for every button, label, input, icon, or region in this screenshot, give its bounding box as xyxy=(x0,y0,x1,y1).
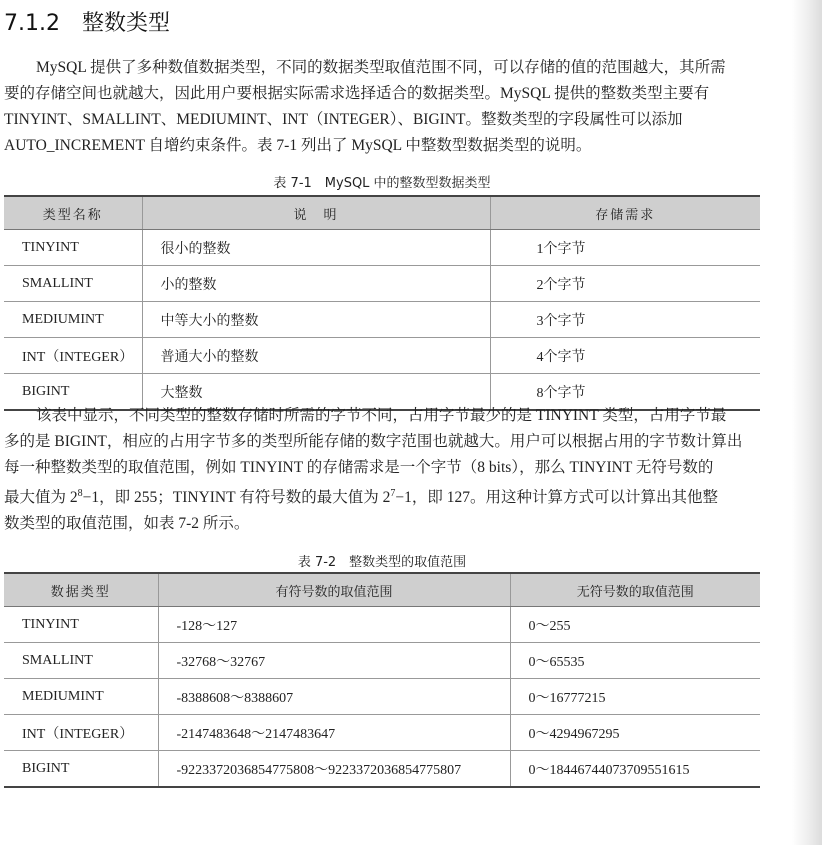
description-cell: 普通大小的整数 xyxy=(142,338,490,374)
type-cell: MEDIUMINT xyxy=(4,679,158,715)
type-cell: SMALLINT xyxy=(4,643,158,679)
storage-cell: 8个字节 xyxy=(490,374,760,411)
table2-caption: 表 7-2 整数类型的取值范围 xyxy=(297,555,467,570)
section-heading xyxy=(4,6,170,37)
intro-line: AUTO_INCREMENT 自增约束条件。表 7-1 列出了 MySQL 中整数型数据类型的说明。 xyxy=(4,137,592,154)
table-row xyxy=(4,715,760,751)
unsigned-range-cell: 0～18446744073709551615 xyxy=(510,751,760,788)
explanation-line: 数类型的取值范围，如表 7-2 所示。 xyxy=(4,515,250,533)
intro-line: 要的存储空间也就越大，因此用户要根据实际需求选择适合的数据类型。MySQL 提供的整数类型主要有 xyxy=(4,85,710,102)
table-row xyxy=(4,751,760,788)
type-cell: BIGINT xyxy=(4,374,142,411)
section-number: 7.1.2 xyxy=(4,11,60,36)
unsigned-range-cell: 0～255 xyxy=(510,607,760,643)
table-row xyxy=(4,230,760,266)
text-fragment: 最大值为 2 xyxy=(4,489,78,507)
column-header: 无符号数的取值范围 xyxy=(510,573,760,607)
type-cell: MEDIUMINT xyxy=(4,302,142,338)
column-header: 有符号数的取值范围 xyxy=(158,573,510,607)
storage-cell: 2个字节 xyxy=(490,266,760,302)
type-cell: INT（INTEGER） xyxy=(4,715,158,751)
description-cell: 大整数 xyxy=(142,374,490,411)
table-row xyxy=(4,643,760,679)
type-cell: SMALLINT xyxy=(4,266,142,302)
unsigned-range-cell: 0～4294967295 xyxy=(510,715,760,751)
section-title: 整数类型 xyxy=(81,11,170,36)
table1-caption: 表 7-1 MySQL 中的整数型数据类型 xyxy=(273,176,491,191)
column-header: 说 明 xyxy=(142,196,490,230)
explanation-line: 多的是 BIGINT，相应的占用字节多的类型所能存储的数字范围也就越大。用户可以根据占用的字节数计算出 xyxy=(4,433,743,450)
column-header: 存储需求 xyxy=(490,196,760,230)
signed-range-cell: -2147483648～2147483647 xyxy=(158,715,510,751)
signed-range-cell: -128～127 xyxy=(158,607,510,643)
unsigned-range-cell: 0～16777215 xyxy=(510,679,760,715)
intro-line: MySQL 提供了多种数值数据类型，不同的数据类型取值范围不同，可以存储的值的范围越大，其所需 xyxy=(36,59,726,76)
intro-paragraph xyxy=(4,55,760,159)
exponent: 7 xyxy=(390,488,396,499)
signed-range-cell: -9223372036854775808～9223372036854775807 xyxy=(158,751,510,788)
table-integer-types xyxy=(4,195,760,411)
explanation-line: 该表中显示，不同类型的整数存储时所需的字节不同，占用字节最少的是 TINYINT 类型，占用字节最 xyxy=(36,407,727,424)
signed-range-cell: -8388608～8388607 xyxy=(158,679,510,715)
table-row xyxy=(4,338,760,374)
table-row xyxy=(4,302,760,338)
unsigned-range-cell: 0～65535 xyxy=(510,643,760,679)
table-row xyxy=(4,607,760,643)
signed-range-cell: -32768～32767 xyxy=(158,643,510,679)
table-header-row xyxy=(4,196,760,230)
text-fragment: −1，即 127。用这种计算方式可以计算出其他整 xyxy=(395,489,718,507)
table-row xyxy=(4,679,760,715)
exponent: 8 xyxy=(77,488,83,499)
storage-cell: 3个字节 xyxy=(490,302,760,338)
description-cell: 小的整数 xyxy=(142,266,490,302)
type-cell: BIGINT xyxy=(4,751,158,788)
storage-cell: 1个字节 xyxy=(490,230,760,266)
storage-cell: 4个字节 xyxy=(490,338,760,374)
type-cell: TINYINT xyxy=(4,230,142,266)
text-fragment: −1，即 255；TINYINT 有符号数的最大值为 2 xyxy=(82,489,391,507)
page-edge-shadow xyxy=(792,0,822,845)
column-header: 类型名称 xyxy=(4,196,142,230)
type-cell: INT（INTEGER） xyxy=(4,338,142,374)
explanation-line: 每一种整数类型的取值范围，例如 TINYINT 的存储需求是一个字节（8 bits），那么 TINYINT 无符号数的 xyxy=(4,459,714,476)
explanation-line xyxy=(4,481,760,511)
intro-line: TINYINT、SMALLINT、MEDIUMINT、INT（INTEGER）、BIGINT。整数类型的字段属性可以添加 xyxy=(4,111,683,128)
table-row xyxy=(4,266,760,302)
explanation-paragraph xyxy=(4,403,760,537)
column-header: 数据类型 xyxy=(4,573,158,607)
description-cell: 很小的整数 xyxy=(142,230,490,266)
table-header-row xyxy=(4,573,760,607)
description-cell: 中等大小的整数 xyxy=(142,302,490,338)
table-integer-ranges xyxy=(4,572,760,788)
type-cell: TINYINT xyxy=(4,607,158,643)
